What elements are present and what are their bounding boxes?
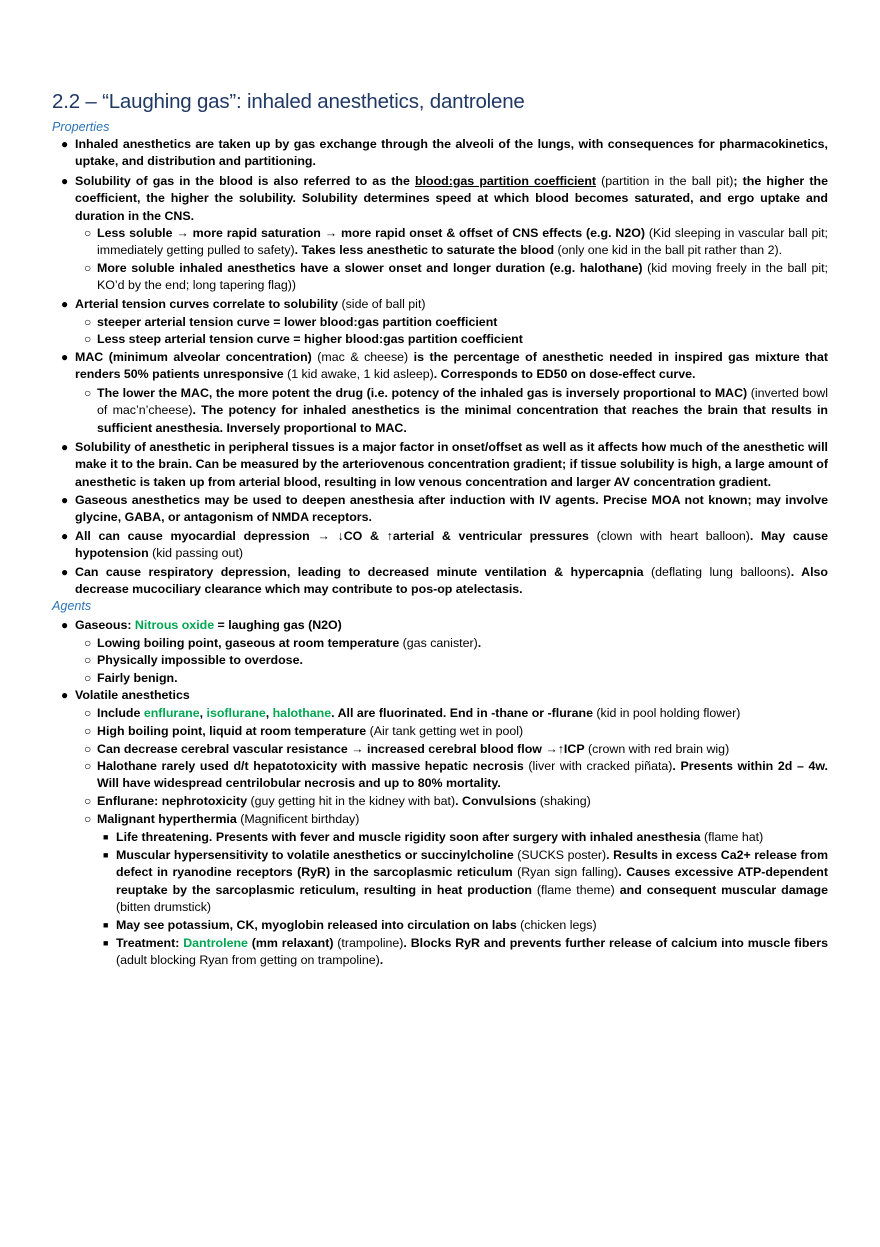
bullet-marker: ● xyxy=(61,174,69,188)
bullet-marker: ● xyxy=(61,688,69,702)
bullet-inhaled-uptake: Inhaled anesthetics are taken up by gas exchange through the alveoli of the lungs, with consequences for pharmacokinetics, uptake, and distribution and partitioning. xyxy=(75,137,828,169)
subsubbullet-marker: ■ xyxy=(103,832,109,842)
bullet-gaseous-agent: Gaseous: Nitrous oxide = laughing gas (N2O) xyxy=(75,618,342,632)
subbullet-cerebral: Can decrease cerebral vascular resistance → increased cerebral blood flow →↑ICP (crown with red brain wig) xyxy=(97,742,730,756)
bullet-marker: ● xyxy=(61,440,69,454)
subbullet-mac-potency: The lower the MAC, the more potent the drug (i.e. potency of the inhaled gas is inversely proportional to MAC) (inverted bowl of mac’n’cheese). The potency for inhaled anesthetics is the minimal concentration that reaches the brain that results in sufficient anesthesia. Inversely proportional to MAC. xyxy=(97,386,828,435)
subbullet-more-soluble: More soluble inhaled anesthetics have a slower onset and longer duration (e.g. halothane) (kid moving freely in the ball pit; KO’d by the end; long tapering flag)) xyxy=(97,261,828,293)
subbullet-less-soluble: Less soluble → more rapid saturation → more rapid onset & offset of CNS effects (e.g. N2O) (Kid sleeping in vascular ball pit; immediately getting pulled to safety). Takes less anesthetic to saturate the blood (only one kid in the ball pit rather than 2). xyxy=(97,226,828,258)
subbullet-marker: ○ xyxy=(84,226,92,240)
bullet-marker: ● xyxy=(61,297,69,311)
subsubbullet-hypersensitivity: Muscular hypersensitivity to volatile anesthetics or succinylcholine (SUCKS poster). Results in excess Ca2+ release from defect in ryanodine receptors (RyR) in the sarcoplasmic reticulum (Ryan sign falling). Causes excessive ATP-dependent reuptake by the sarcoplasmic reticulum, resulting in heat production (flame theme) and consequent muscular damage (bitten drumstick) xyxy=(116,848,828,915)
subsubbullet-treatment: Treatment: Dantrolene (mm relaxant) (trampoline). Blocks RyR and prevents further release of calcium into muscle fibers (adult blocking Ryan from getting on trampoline). xyxy=(116,936,829,968)
subbullet-marker: ○ xyxy=(84,742,92,756)
subbullet-no-overdose: Physically impossible to overdose. xyxy=(97,653,303,667)
bullet-marker: ● xyxy=(61,529,69,543)
bullet-myocardial-depression: All can cause myocardial depression → ↓CO & ↑arterial & ventricular pressures (clown with heart balloon). May cause hypotension (kid passing out) xyxy=(75,529,828,561)
subbullet-enflurane: Enflurane: nephrotoxicity (guy getting hit in the kidney with bat). Convulsions (shaking) xyxy=(97,794,591,808)
bullet-mac: MAC (minimum alveolar concentration) (mac & cheese) is the percentage of anesthetic needed in inspired gas mixture that renders 50% patients unresponsive (1 kid awake, 1 kid asleep). Corresponds to ED50 on dose-effect curve. xyxy=(75,350,828,382)
bullet-arterial-tension: Arterial tension curves correlate to solubility (side of ball pit) xyxy=(75,297,426,311)
subbullet-marker: ○ xyxy=(84,812,92,826)
subbullet-high-boiling: High boiling point, liquid at room temperature (Air tank getting wet in pool) xyxy=(97,724,524,738)
section-heading-agents: Agents xyxy=(52,599,92,613)
subbullet-malignant-hyperthermia: Malignant hyperthermia (Magnificent birthday) xyxy=(97,812,360,826)
subsubbullet-life-threatening: Life threatening. Presents with fever and muscle rigidity soon after surgery with inhaled anesthesia (flame hat) xyxy=(116,830,764,844)
subbullet-steeper-curve: steeper arterial tension curve = lower blood:gas partition coefficient xyxy=(97,315,498,329)
subsubbullet-labs: May see potassium, CK, myoglobin released into circulation on labs (chicken legs) xyxy=(116,918,597,932)
subbullet-marker: ○ xyxy=(84,759,92,773)
subbullet-marker: ○ xyxy=(84,724,92,738)
subbullet-low-boiling: Lowing boiling point, gaseous at room temperature (gas canister). xyxy=(97,636,482,650)
bullet-volatile: Volatile anesthetics xyxy=(75,688,190,702)
subsubbullet-marker: ■ xyxy=(103,850,109,860)
subbullet-marker: ○ xyxy=(84,653,92,667)
subsubbullet-marker: ■ xyxy=(103,920,109,930)
page-title: 2.2 – “Laughing gas”: inhaled anesthetics, dantrolene xyxy=(52,90,525,113)
bullet-solubility: Solubility of gas in the blood is also referred to as the blood:gas partition coefficient (partition in the ball pit); the higher the coefficient, the higher the solubility. Solubility determines speed at which blood becomes saturated, and ergo uptake and duration in the CNS. xyxy=(75,174,828,223)
subbullet-benign: Fairly benign. xyxy=(97,671,178,685)
subbullet-marker: ○ xyxy=(84,794,92,808)
bullet-marker: ● xyxy=(61,137,69,151)
section-heading-properties: Properties xyxy=(52,120,110,134)
subsubbullet-marker: ■ xyxy=(103,938,109,948)
subbullet-less-steep-curve: Less steep arterial tension curve = higher blood:gas partition coefficient xyxy=(97,332,523,346)
subbullet-halothane: Halothane rarely used d/t hepatotoxicity with massive hepatic necrosis (liver with cracked piñata). Presents within 2d – 4w. Will have widespread centrilobular necrosis and up to 80% mortality. xyxy=(97,759,828,791)
subbullet-marker: ○ xyxy=(84,671,92,685)
subbullet-marker: ○ xyxy=(84,386,92,400)
bullet-marker: ● xyxy=(61,493,69,507)
subbullet-marker: ○ xyxy=(84,332,92,346)
bullet-respiratory-depression: Can cause respiratory depression, leading to decreased minute ventilation & hypercapnia (deflating lung balloons). Also decrease mucociliary clearance which may contribute to pos-op atelectasis. xyxy=(75,565,829,597)
subbullet-include: Include enflurane, isoflurane, halothane. All are fluorinated. End in -thane or -flurane (kid in pool holding flower) xyxy=(97,706,741,720)
subbullet-marker: ○ xyxy=(84,706,92,720)
bullet-gaseous-moa: Gaseous anesthetics may be used to deepen anesthesia after induction with IV agents. Precise MOA not known; may involve glycine, GABA, or antagonism of NMDA receptors. xyxy=(75,493,828,525)
bullet-marker: ● xyxy=(61,565,69,579)
bullet-peripheral-solubility: Solubility of anesthetic in peripheral tissues is a major factor in onset/offset as well as it affects how much of the anesthetic will make it to the brain. Can be measured by the arteriovenous concentration gradient; if tissue solubility is high, a large amount of anesthetic is taken up from arterial blood, resulting in low venous concentration and larger AV concentration gradient. xyxy=(75,440,828,489)
bullet-marker: ● xyxy=(61,618,69,632)
subbullet-marker: ○ xyxy=(84,261,92,275)
subbullet-marker: ○ xyxy=(84,636,92,650)
bullet-marker: ● xyxy=(61,350,69,364)
subbullet-marker: ○ xyxy=(84,315,92,329)
